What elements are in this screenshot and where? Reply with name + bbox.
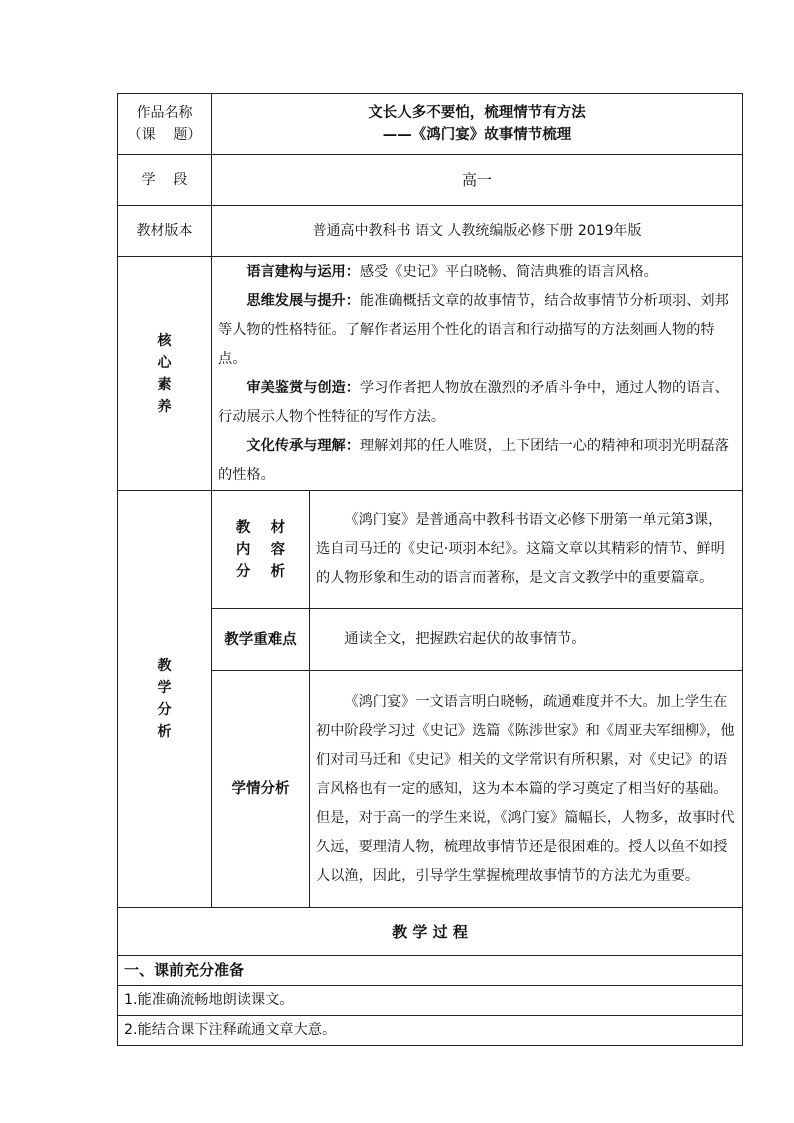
item2-cell bbox=[118, 1016, 743, 1046]
core-literacy-row bbox=[118, 257, 743, 491]
edition-label: 教材版本 bbox=[118, 206, 212, 257]
core-label-char: 核 bbox=[157, 332, 172, 349]
stage-label: 学 段 bbox=[118, 155, 212, 206]
analysis-label-char: 学 bbox=[157, 680, 172, 696]
core-literacy-content bbox=[212, 257, 743, 491]
prep-item-1: 1.能准确流畅地朗读课文。 bbox=[124, 992, 294, 1008]
teaching-analysis-label bbox=[118, 491, 212, 908]
core-item bbox=[212, 432, 742, 490]
analysis-label-char: 析 bbox=[157, 724, 172, 740]
title-label-line2: （课 题） bbox=[127, 127, 202, 143]
core-item-head: 语言建构与运用： bbox=[246, 263, 360, 280]
core-item bbox=[212, 258, 742, 287]
content-analysis-text-cell bbox=[310, 491, 743, 609]
section1-heading: 一、课前充分准备 bbox=[124, 961, 245, 979]
analysis-label-char: 教 bbox=[157, 658, 172, 674]
core-item-head: 思维发展与提升： bbox=[246, 292, 360, 309]
content-label-line: 分 析 bbox=[235, 563, 286, 580]
content-analysis-label bbox=[212, 491, 310, 609]
core-item-body: 理解刘邦的任人唯贤，上下团结一心的精神和项羽光明磊落的性格。 bbox=[218, 437, 729, 483]
item2-row bbox=[118, 1016, 743, 1046]
key-points-row bbox=[118, 609, 743, 671]
process-heading: 教 学 过 程 bbox=[118, 908, 743, 956]
core-label-char: 素 bbox=[157, 376, 172, 393]
stage-row bbox=[118, 155, 743, 206]
student-analysis-text-cell bbox=[310, 671, 743, 908]
prep-item-2: 2.能结合课下注释疏通文章大意。 bbox=[124, 1022, 337, 1038]
student-analysis-row bbox=[118, 671, 743, 908]
lesson-title: 文长人多不要怕，梳理情节有方法 bbox=[368, 105, 586, 121]
section1-row bbox=[118, 956, 743, 986]
core-item-head: 文化传承与理解： bbox=[246, 437, 360, 454]
lesson-plan-table bbox=[117, 93, 743, 1046]
student-analysis-text: 《鸿门宴》一文语言明白晓畅，疏通难度并不大。加上学生在初中阶段学习过《史记》选篇《陈涉世家》和《周亚夫军细柳》，他们对司马迁和《史记》相关的文学常识有所积累，对《史记》的语言风格也有一定的感知，这为本本篇的学习奠定了相当好的基础。但是，对于高一的学生来说，《鸿门宴》篇幅长，人物多，故事时代久远，要理清人物，梳理故事情节还是很困难的。授人以鱼不如授人以渔，因此，引导学生掌握梳理故事情节的方法尤为重要。 bbox=[316, 693, 735, 884]
item1-cell bbox=[118, 986, 743, 1016]
core-item-body: 能准确概括文章的故事情节，结合故事情节分析项羽、刘邦等人物的性格特征。了解作者运用个性化的语言和行动描写的方法刻画人物的特点。 bbox=[218, 292, 729, 367]
student-analysis-label: 学情分析 bbox=[212, 671, 310, 908]
core-item bbox=[212, 374, 742, 432]
content-label-line: 内 容 bbox=[235, 541, 286, 558]
core-item-head: 审美鉴赏与创造： bbox=[246, 379, 360, 396]
analysis-content-row bbox=[118, 491, 743, 609]
core-label-char: 心 bbox=[157, 354, 172, 371]
stage-value: 高一 bbox=[212, 155, 743, 206]
edition-row bbox=[118, 206, 743, 257]
content-analysis-text: 《鸿门宴》是普通高中教科书语文必修下册第一单元第3课，选自司马迁的《史记·项羽本纪》。这篇文章以其精彩的情节、鲜明的人物形象和生动的语言而著称，是文言文教学中的重要篇章。 bbox=[316, 512, 725, 586]
title-label-cell bbox=[118, 94, 212, 155]
process-heading-row bbox=[118, 908, 743, 956]
core-item bbox=[212, 287, 742, 374]
content-label-line: 教 材 bbox=[235, 519, 286, 536]
lesson-subtitle: ——《鸿门宴》故事情节梳理 bbox=[382, 127, 572, 143]
title-label-line1: 作品名称 bbox=[136, 105, 193, 121]
edition-value: 普通高中教科书 语文 人教统编版必修下册 2019年版 bbox=[212, 206, 743, 257]
item1-row bbox=[118, 986, 743, 1016]
core-literacy-label bbox=[118, 257, 212, 491]
core-label-char: 养 bbox=[157, 398, 172, 415]
key-points-label: 教学重难点 bbox=[212, 609, 310, 671]
analysis-label-char: 分 bbox=[157, 702, 172, 718]
key-points-text-cell bbox=[310, 609, 743, 671]
title-value-cell bbox=[212, 94, 743, 155]
core-item-body: 学习作者把人物放在激烈的矛盾斗争中，通过人物的语言、行动展示人物个性特征的写作方法。 bbox=[218, 379, 729, 425]
section1-cell bbox=[118, 956, 743, 986]
title-row bbox=[118, 94, 743, 155]
key-points-text: 通读全文，把握跌宕起伏的故事情节。 bbox=[344, 631, 586, 647]
core-item-body: 感受《史记》平白晓畅、简洁典雅的语言风格。 bbox=[359, 263, 658, 280]
